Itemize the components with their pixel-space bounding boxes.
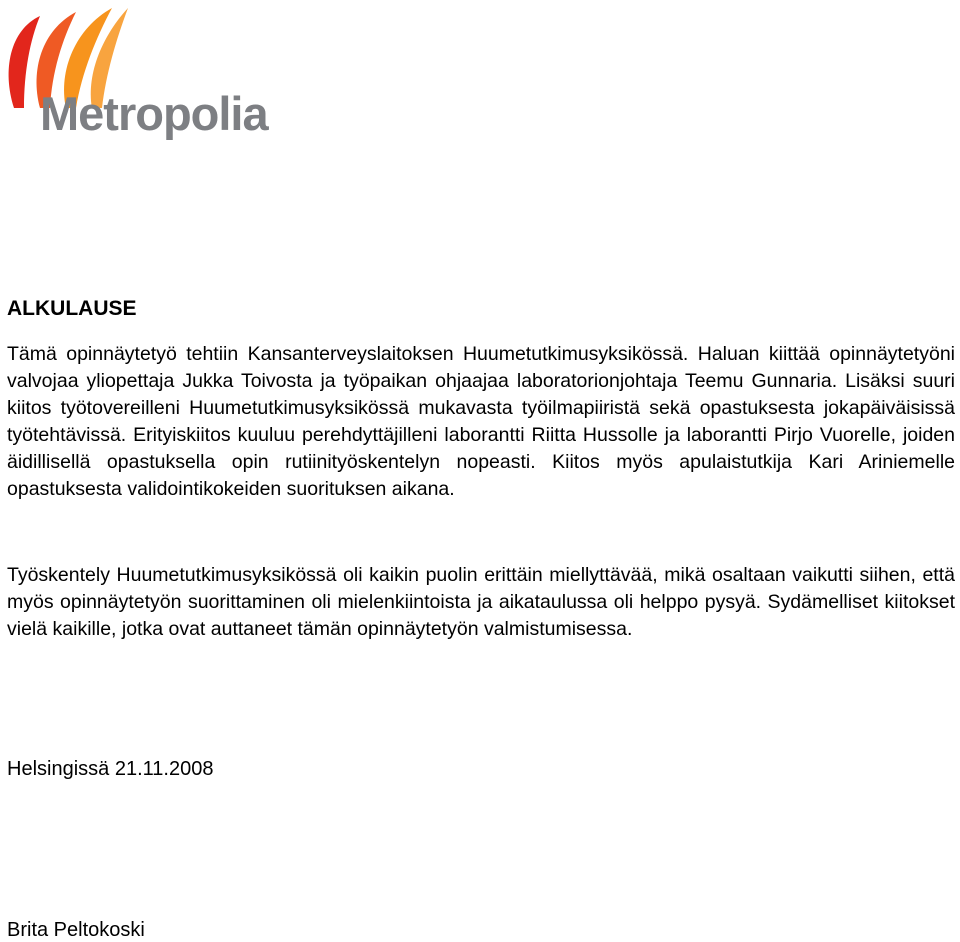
paragraph-1: Tämä opinnäytetyö tehtiin Kansanterveyslaitoksen Huumetutkimusyksikössä. Haluan kiittää opinnäytetyöni valvojaa yliopettaja Jukka Toivosta ja työpaikan ohjaajaa laboratorionjohtaja Teemu Gunnaria. Lisäksi suuri kiitos työtovereilleni Huumetutkimusyksikössä mukavasta työilmapiiristä sekä opastuksesta jokapäiväisissä työtehtävissä. Erityiskiitos kuuluu perehdyttäjilleni laborantti Riitta Hussolle ja laborantti Pirjo Vuorelle, joiden äidillisellä opastuksella opin rutiinityöskentelyn nopeasti. Kiitos myös apulaistutkija Kari Ariniemelle opastuksesta validointikokeiden suorituksen aikana.: [7, 343, 955, 500]
paragraph-2: Työskentely Huumetutkimusyksikössä oli kaikin puolin erittäin miellyttävää, mikä osaltaan vaikutti siihen, että myös opinnäytetyön suorittaminen oli mielenkiintoista ja aikataulussa oli helppo pysyä. Sydämelliset kiitokset vielä kaikille, jotka ovat auttaneet tämän opinnäytetyön valmistumisessa.: [7, 564, 955, 640]
signature-name: Brita Peltokoski: [7, 919, 145, 941]
place-date: Helsingissä 21.11.2008: [7, 758, 214, 780]
page-title: ALKULAUSE: [7, 297, 137, 320]
metropolia-logo: [0, 0, 280, 160]
logo-wordmark: Metropolia: [40, 87, 268, 140]
